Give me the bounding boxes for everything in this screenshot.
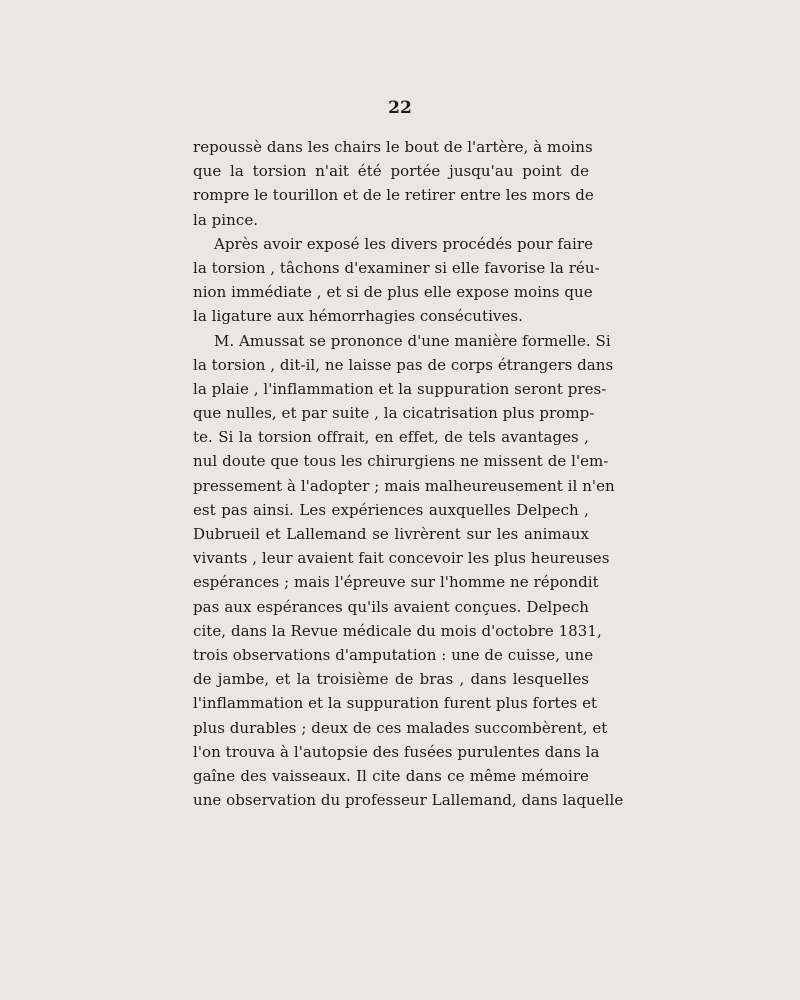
text-line: Dubrueil et Lallemand se livrèrent sur les animaux	[193, 525, 589, 543]
text-line: pressement à l'adopter ; mais malheureusement il n'en	[193, 476, 615, 495]
text-line: la torsion , tâchons d'examiner si elle favorise la réu-	[193, 258, 600, 277]
text-line: trois observations d'amputation : une de cuisse, une	[193, 645, 594, 664]
text-line: pas aux espérances qu'ils avaient conçues. Delpech	[193, 597, 589, 616]
text-line: rompre le tourillon et de le retirer entre les mors de	[193, 186, 594, 205]
text-line: vivants , leur avaient fait concevoir les plus heureuses	[193, 549, 610, 568]
paragraph-1	[193, 135, 594, 232]
page-number: 22	[388, 98, 412, 118]
text-line: cite, dans la Revue médicale du mois d'octobre 1831,	[193, 621, 602, 640]
text-line: la ligature aux hémorrhagies consécutives.	[193, 307, 523, 326]
text-line: espérances ; mais l'épreuve sur l'homme ne répondit	[193, 573, 599, 592]
text-line: l'inflammation et la suppuration furent plus fortes et	[193, 694, 598, 713]
text-line: de jambe, et la troisième de bras , dans lesquelles	[193, 670, 589, 689]
text-line: est pas ainsi. Les expériences auxquelles Delpech ,	[193, 500, 589, 519]
body-text	[193, 135, 624, 812]
text-line: la plaie , l'inflammation et la suppuration seront pres-	[193, 379, 607, 398]
paragraph-2	[193, 232, 600, 329]
paragraph-3	[193, 329, 624, 813]
text-line: l'on trouva à l'autopsie des fusées purulentes dans la	[193, 742, 600, 761]
text-line: la torsion , dit-il, ne laisse pas de corps étrangers dans	[193, 355, 614, 374]
text-line: gaîne des vaisseaux. Il cite dans ce même mémoire	[193, 766, 589, 785]
text-line: nul doute que tous les chirurgiens ne missent de l'em-	[193, 452, 609, 471]
text-line: plus durables ; deux de ces malades succombèrent, et	[193, 718, 608, 737]
text-line: M. Amussat se prononce d'une manière formelle. Si	[214, 331, 611, 350]
text-line: une observation du professeur Lallemand, dans laquelle	[193, 791, 624, 810]
text-line: te. Si la torsion offrait, en effet, de tels avantages ,	[193, 428, 589, 447]
text-line: la pince.	[193, 210, 259, 229]
text-line: Après avoir exposé les divers procédés pour faire	[214, 234, 594, 253]
text-line: que nulles, et par suite , la cicatrisation plus promp-	[193, 404, 595, 423]
text-line: nion immédiate , et si de plus elle expose moins que	[193, 283, 593, 302]
text-line: repoussè dans les chairs le bout de l'artère, à moins	[193, 138, 593, 156]
text-line: que la torsion n'ait été portée jusqu'au point de	[193, 162, 589, 181]
